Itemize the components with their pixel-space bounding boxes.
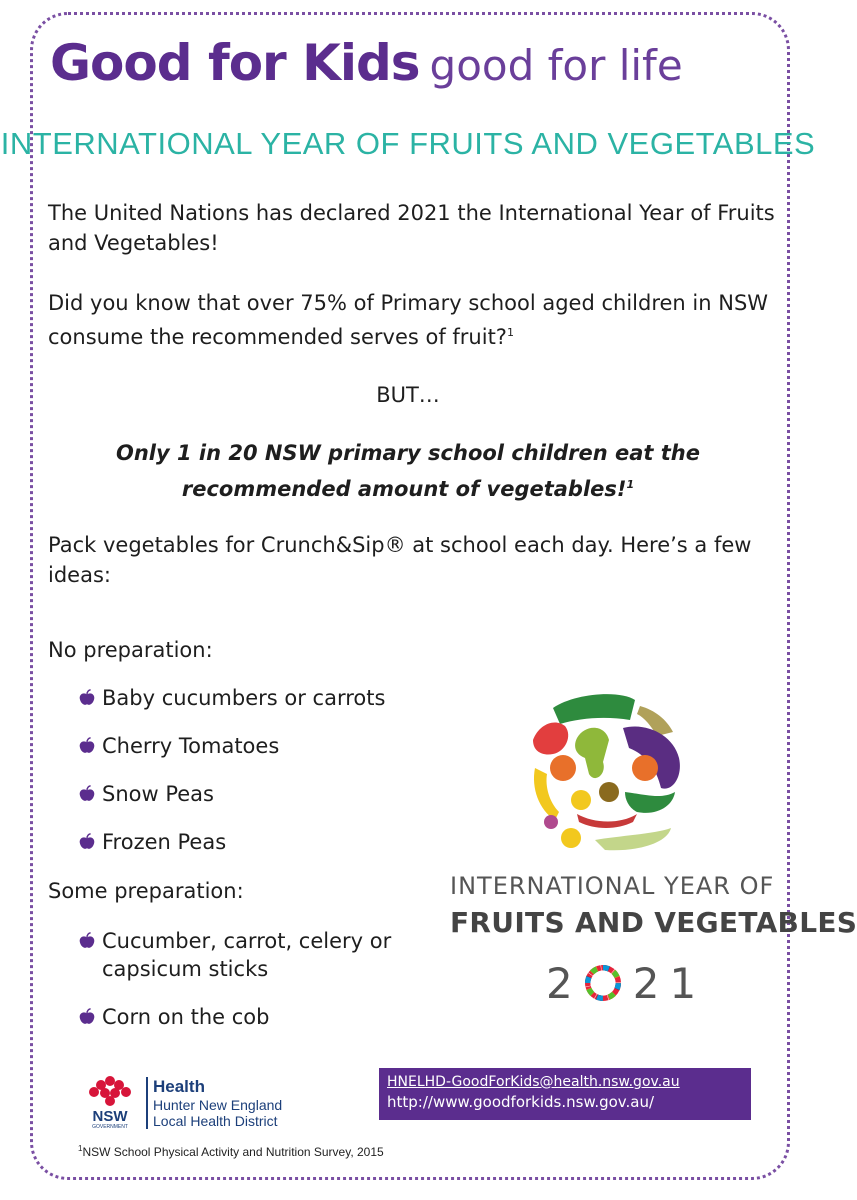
- sdg-wheel-icon: [585, 965, 621, 1001]
- apple-icon: [78, 1008, 96, 1026]
- apple-icon: [78, 785, 96, 803]
- brand-light-text: good for life: [429, 41, 683, 90]
- pack-paragraph: Pack vegetables for Crunch&Sip® at school each day. Here’s a few ideas:: [48, 533, 752, 587]
- no-prep-list: [78, 684, 385, 856]
- list-item-label: Cherry Tomatoes: [102, 734, 280, 758]
- list-item-label: Frozen Peas: [102, 830, 227, 854]
- nsw-label: NSW: [92, 1108, 128, 1125]
- health-district-logo: [146, 1077, 282, 1129]
- apple-icon: [78, 737, 96, 755]
- year-2021: [546, 958, 706, 1008]
- some-prep-list: [78, 927, 398, 1031]
- fruit-stat-paragraph: [48, 288, 778, 352]
- list-item: [78, 828, 385, 856]
- list-item: [78, 732, 385, 760]
- iyfv-title-line2: FRUITS AND VEGETABLES: [450, 906, 857, 939]
- list-item-label: Snow Peas: [102, 782, 214, 806]
- list-item-label: Baby cucumbers or carrots: [102, 686, 386, 710]
- vegetable-stat-text: Only 1 in 20 NSW primary school children eat the recommended amount of vegetables!: [115, 441, 701, 501]
- apple-icon: [78, 689, 96, 707]
- brand-logo: [50, 34, 683, 92]
- but-text: BUT…: [376, 383, 440, 407]
- health-line2: Local Health District: [153, 1113, 278, 1129]
- apple-icon: [78, 833, 96, 851]
- list-item: [78, 684, 385, 712]
- list-item: [78, 1003, 398, 1031]
- health-line1: Hunter New England: [153, 1097, 283, 1113]
- vegetable-stat-highlight: [108, 438, 708, 505]
- vegetable-stat-footnote-ref: 1: [626, 478, 635, 491]
- list-item: [78, 927, 398, 983]
- footnote: [78, 1144, 384, 1159]
- contact-box: [379, 1068, 751, 1120]
- list-item-label: Cucumber, carrot, celery or capsicum sticks: [102, 929, 392, 981]
- list-item-label: Corn on the cob: [102, 1005, 270, 1029]
- brand-bold-text: Good for Kids: [50, 34, 420, 92]
- waratah-icon: [80, 1072, 140, 1130]
- email-link[interactable]: HNELHD-GoodForKids@health.nsw.gov.au: [387, 1074, 680, 1090]
- apple-icon: [78, 932, 96, 950]
- footnote-text: NSW School Physical Activity and Nutrition Survey, 2015: [82, 1145, 384, 1159]
- year-first-digit: 2: [546, 958, 583, 1008]
- website-link[interactable]: http://www.goodforkids.nsw.gov.au/: [387, 1093, 655, 1111]
- health-title: Health: [153, 1077, 205, 1096]
- no-prep-heading: No preparation:: [48, 638, 213, 662]
- page-subtitle: INTERNATIONAL YEAR OF FRUITS AND VEGETABLES: [0, 126, 816, 161]
- fruit-stat-text: Did you know that over 75% of Primary school aged children in NSW consume the recommended serves of fruit?: [48, 291, 769, 349]
- fruit-veg-circle-icon: [525, 688, 695, 858]
- footnote-marker: 1: [78, 1144, 83, 1153]
- intro-paragraph: The United Nations has declared 2021 the International Year of Fruits and Vegetables!: [48, 201, 775, 255]
- year-rest-digits: 21: [632, 958, 707, 1008]
- nsw-government-label: GOVERNMENT: [92, 1124, 128, 1130]
- list-item: [78, 780, 385, 808]
- fruit-stat-footnote-ref: 1: [506, 326, 514, 339]
- iyfv-title-line1: INTERNATIONAL YEAR OF: [450, 872, 775, 900]
- some-prep-heading: Some preparation:: [48, 879, 244, 903]
